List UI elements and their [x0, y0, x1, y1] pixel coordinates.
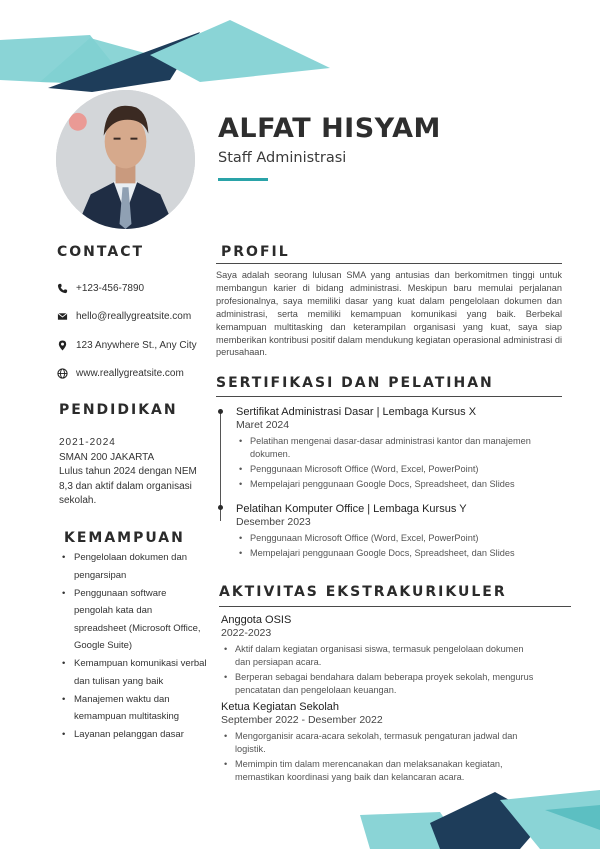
skills-list	[62, 549, 207, 744]
certification-entry	[236, 502, 556, 562]
entry-title: Sertifikat Administrasi Dasar | Lembaga Kursus X	[236, 406, 477, 418]
timeline-dot	[218, 409, 223, 414]
activity-entry	[221, 613, 541, 699]
entry-title: Anggota OSIS	[221, 614, 292, 626]
list-item: • Penggunaan software pengolah kata dan spreadsheet (Microsoft Office, Google Suite)	[62, 585, 207, 655]
list-item: • Aktif dalam kegiatan organisasi siswa, termasuk pengelolaan dokumen dan persiapan acara.	[221, 643, 541, 669]
list-item: • Penggunaan Microsoft Office (Word, Excel, PowerPoint)	[236, 532, 556, 545]
list-item: • Mengorganisir acara-acara sekolah, termasuk pengaturan jadwal dan logistik.	[221, 730, 541, 756]
entry-date: Maret 2024	[236, 419, 290, 431]
list-item: • Pengelolaan dokumen dan pengarsipan	[62, 549, 207, 584]
job-title: Staff Administrasi	[218, 150, 347, 166]
profile-photo	[56, 90, 195, 229]
entry-title: Ketua Kegiatan Sekolah	[221, 701, 340, 713]
education-desc: Lulus tahun 2024 dengan NEM 8,3 dan aktif dalam organisasi sekolah.	[59, 466, 197, 506]
list-item: • Berperan sebagai bendahara dalam beberapa proyek sekolah, mengurus pencatatan dan pengelolaan keuangan.	[221, 671, 541, 697]
list-item: • Kemampuan komunikasi verbal dan tulisan yang baik	[62, 655, 207, 690]
profile-text: Saya adalah seorang lulusan SMA yang antusias dan berkomitmen tinggi untuk membangun karier di bidang administrasi. Meskipun baru memulai perjalanan profesionalnya, saya memiliki dasar yang kuat dalam pengelolaan dokumen dan administrasi, serta memiliki kemampuan komunikasi yang baik. Berbekal kemampuan multitasking dan keterampilan organisasi yang kuat, saya siap memberikan kontribusi positif dalam mendukung kegiatan operasional administrasi di perusahaan.	[216, 270, 562, 358]
phone-icon	[57, 283, 68, 294]
contact-list	[57, 274, 207, 388]
contact-heading: CONTACT	[57, 244, 145, 260]
list-item: • Layanan pelanggan dasar	[62, 726, 207, 744]
certification-heading: SERTIFIKASI DAN PELATIHAN	[216, 375, 494, 391]
entry-date: Desember 2023	[236, 516, 311, 528]
contact-website	[57, 360, 207, 389]
contact-email	[57, 303, 207, 332]
contact-phone	[57, 274, 207, 303]
profile-heading: PROFIL	[221, 244, 290, 260]
globe-icon	[57, 368, 68, 379]
address-text: 123 Anywhere St., Any City	[76, 339, 197, 351]
education-school: SMAN 200 JAKARTA	[59, 451, 155, 463]
education-heading: PENDIDIKAN	[59, 402, 178, 418]
full-name: ALFAT HISYAM	[218, 113, 441, 144]
list-item: • Memimpin tim dalam merencanakan dan melaksanakan kegiatan, memastikan koordinasi yang baik dan kelancaran acara.	[221, 758, 541, 784]
profile-rule	[216, 263, 562, 264]
entry-date: September 2022 - Desember 2022	[221, 714, 383, 726]
list-item: • Manajemen waktu dan kemampuan multitasking	[62, 691, 207, 726]
list-item: • Pelatihan mengenai dasar-dasar administrasi kantor dan manajemen dokumen.	[236, 435, 556, 461]
activity-entry	[221, 700, 541, 786]
entry-date: 2022-2023	[221, 627, 272, 639]
skills-heading: KEMAMPUAN	[64, 530, 185, 546]
list-item: • Penggunaan Microsoft Office (Word, Excel, PowerPoint)	[236, 463, 556, 476]
email-text[interactable]: hello@reallygreatsite.com	[76, 311, 192, 323]
timeline-dot	[218, 505, 223, 510]
activities-heading: AKTIVITAS EKSTRAKURIKULER	[219, 584, 507, 600]
location-pin-icon	[57, 340, 68, 351]
website-text[interactable]: www.reallygreatsite.com	[76, 368, 184, 380]
certification-rule	[216, 396, 562, 397]
mail-icon	[57, 311, 68, 322]
contact-address	[57, 331, 207, 360]
certification-entry	[236, 405, 556, 493]
activities-rule	[219, 606, 571, 607]
title-underline	[218, 178, 268, 181]
education-block	[59, 436, 204, 509]
entry-title: Pelatihan Komputer Office | Lembaga Kursus Y	[236, 503, 467, 515]
list-item: • Mempelajari penggunaan Google Docs, Spreadsheet, dan Slides	[236, 478, 556, 491]
education-years: 2021-2024	[59, 437, 116, 448]
phone-text[interactable]: +123-456-7890	[76, 282, 145, 294]
list-item: • Mempelajari penggunaan Google Docs, Spreadsheet, dan Slides	[236, 547, 556, 560]
